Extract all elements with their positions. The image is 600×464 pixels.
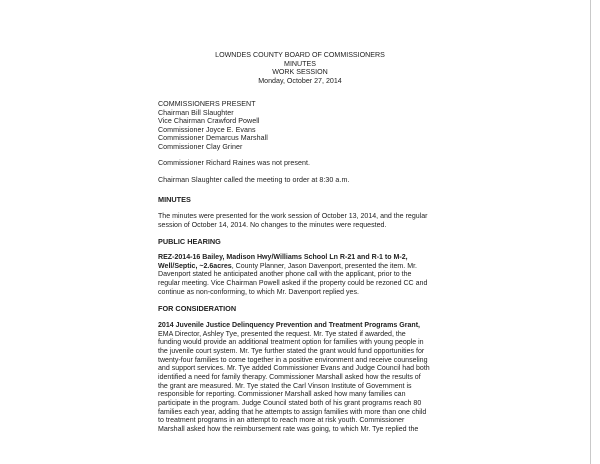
page-edge — [590, 0, 591, 464]
consideration-line: the grant are measured. Mr. Tye stated the Carl Vinson Institute of Government is — [158, 382, 412, 390]
hearing-item-title: REZ-2014-16 Bailey, Madison Hwy/Williams School Ln R-21 and R-1 to M-2, — [158, 254, 408, 261]
attendance-heading: COMMISSIONERS PRESENT — [158, 100, 256, 108]
member-3: Commissioner Joyce E. Evans — [158, 125, 256, 134]
consideration-line: Marshall asked how the reimbursement rate was going, to which Mr. Tye replied the — [158, 425, 419, 433]
for-consideration-heading: FOR CONSIDERATION — [158, 304, 237, 313]
member-1: Chairman Bill Slaughter — [158, 108, 234, 117]
consideration-line: and support services. Mr. Tye added Commissioner Evans and Judge Council had both — [158, 365, 430, 373]
meeting-date: Monday, October 27, 2014 — [258, 76, 342, 85]
consideration-line: identified a need for family therapy. Commissioner Marshall asked how the results of — [158, 373, 421, 381]
public-hearing-heading: PUBLIC HEARING — [158, 237, 221, 246]
consideration-body — [158, 322, 458, 435]
consideration-line: participate in the program. Judge Council stated both of his grant programs reach 80 — [158, 399, 422, 407]
hearing-item-title-cont: Well/Septic, ~2.6acres — [158, 262, 232, 270]
hearing-line — [158, 254, 458, 263]
member-2: Vice Chairman Crawford Powell — [158, 117, 260, 126]
session-type: WORK SESSION — [272, 68, 328, 77]
grant-item-title: 2014 Juvenile Justice Delinquency Prevention and Treatment Programs Grant, — [158, 322, 421, 329]
consideration-line: to treatment programs in an attempt to reach more at risk youth. Commissioner — [158, 417, 405, 425]
hearing-line: regular meeting. Vice Chairman Powell asked if the property could be rezoned CC and — [158, 279, 428, 287]
minutes-body — [158, 213, 458, 230]
member-5: Commissioner Clay Griner — [158, 143, 243, 151]
hearing-line: continue as non-conforming, to which Mr. Davenport replied yes. — [158, 288, 359, 296]
absent-note: Commissioner Richard Raines was not present. — [158, 159, 311, 167]
consideration-line: EMA Director, Ashley Tye, presented the request. Mr. Tye stated if awarded, the — [158, 330, 406, 338]
member-4: Commissioner Demarcus Marshall — [158, 134, 268, 143]
consideration-line: twenty-four families to come together in a positive environment and receive counseling — [158, 356, 428, 364]
board-title: LOWNDES COUNTY BOARD OF COMMISSIONERS — [215, 51, 385, 59]
hearing-line: Well/Septic, ~2.6acres, County Planner, Jason Davenport, presented the item. Mr. — [158, 262, 417, 270]
consideration-line: responsible for reporting. Commissioner Marshall asked how many families can — [158, 391, 406, 399]
minutes-line: The minutes were presented for the work session of October 13, 2014, and the regular — [158, 213, 428, 220]
hearing-line: Davenport stated he anticipated another phone call with the applicant, prior to the — [158, 271, 412, 279]
call-to-order: Chairman Slaughter called the meeting to order at 8:30 a.m. — [158, 176, 350, 184]
minutes-line: session of October 14, 2014. No changes to the minutes were requested. — [158, 221, 387, 229]
consideration-line: the juvenile court system. Mr. Tye further stated the grant would fund opportunities for — [158, 347, 425, 355]
minutes-heading: MINUTES — [158, 195, 191, 204]
doc-type: MINUTES — [284, 59, 316, 68]
consideration-line — [158, 322, 458, 331]
consideration-line: families each year, adding that he attempts to assign families with more than one child — [158, 408, 427, 416]
public-hearing-body — [158, 254, 458, 297]
consideration-line: funding would provide an additional treatment option for families with young people in — [158, 339, 424, 347]
